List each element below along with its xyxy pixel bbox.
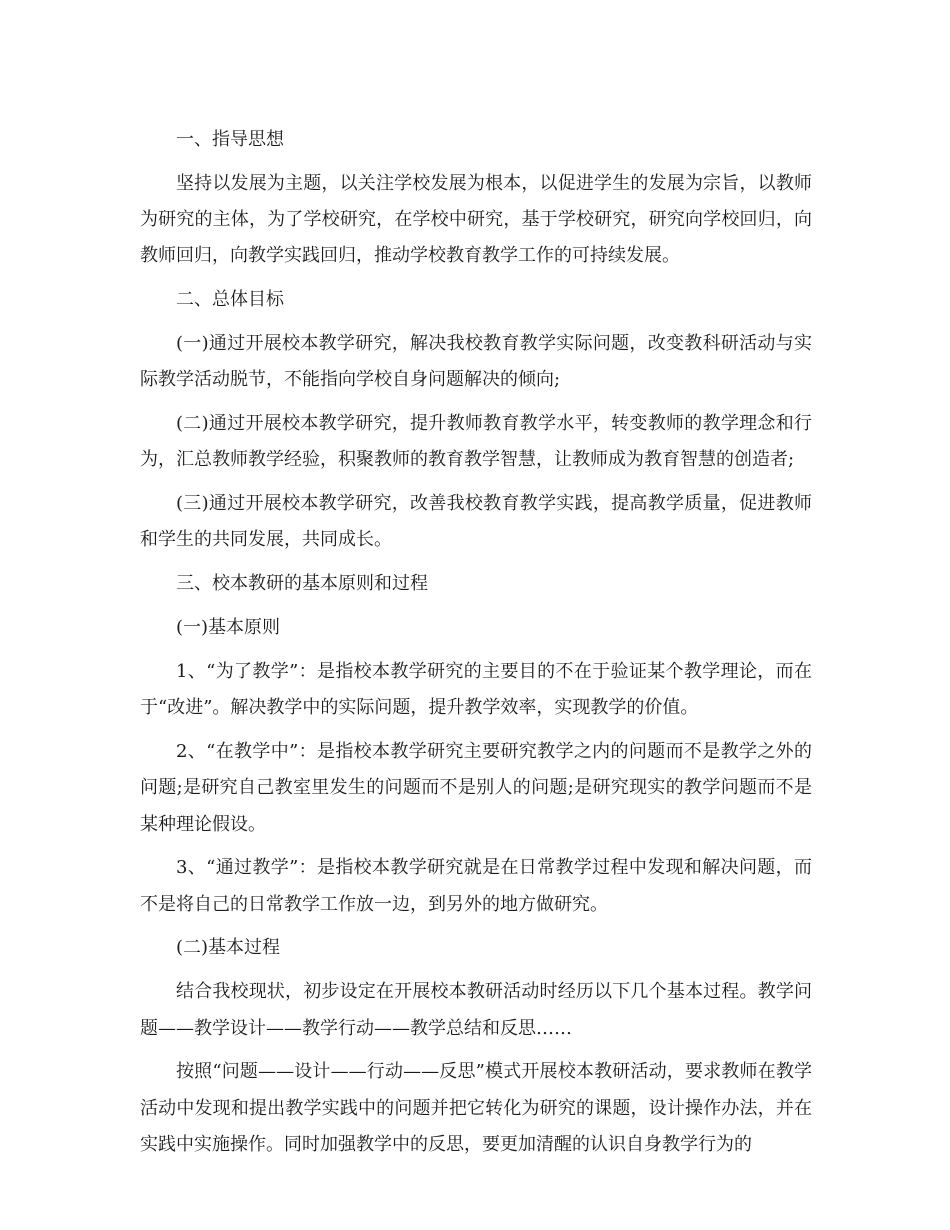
paragraph-guiding-ideology: 坚持以发展为主题，以关注学校发展为根本，以促进学生的发展为宗旨，以教师为研究的主体，为了学校研究，在学校中研究，基于学校研究，研究向学校回归，向教师回归，向教学实践回归，推动学校教育教学工作的可持续发展。: [140, 172, 812, 267]
process-paragraph-1: 结合我校现状，初步设定在开展校本教研活动时经历以下几个基本过程。教学问题——教学设计——教学行动——教学总结和反思……: [140, 981, 812, 1039]
section-heading-overall-goals: 二、总体目标: [176, 289, 284, 311]
document-page: [140, 122, 812, 1171]
section-heading-guiding-ideology: 一、指导思想: [176, 129, 284, 150]
subheading-basic-principles: (一)基本原则: [176, 617, 281, 639]
subheading-basic-process: (二)基本过程: [176, 937, 281, 959]
section-heading-principles-process: 三、校本教研的基本原则和过程: [176, 573, 428, 595]
principle-item-1: 1、“为了教学”：是指校本教学研究的主要目的不在于验证某个教学理论，而在于“改进”。解决教学中的实际问题，提升教学效率，实现教学的价值。: [140, 660, 812, 719]
principle-item-3: 3、“通过教学”：是指校本教学研究就是在日常教学过程中发现和解决问题，而不是将自己的日常教学工作放一边，到另外的地方做研究。: [140, 857, 812, 915]
goal-item-3: (三)通过开展校本教学研究，改善我校教育教学实践，提高教学质量，促进教师和学生的共同发展，共同成长。: [140, 493, 812, 551]
principle-item-2: 2、“在教学中”：是指校本教学研究主要研究教学之内的问题而不是教学之外的问题;是研究自己教室里发生的问题而不是别人的问题;是研究现实的教学问题而不是某种理论假设。: [140, 740, 812, 835]
process-paragraph-2: 按照“问题——设计——行动——反思”模式开展校本教研活动，要求教师在教学活动中发现和提出教学实践中的问题并把它转化为研究的课题，设计操作办法，并在实践中实施操作。同时加强教学中的反思，要更加清醒的认识自身教学行为的: [140, 1061, 812, 1155]
goal-item-1: (一)通过开展校本教学研究，解决我校教育教学实际问题，改变教科研活动与实际教学活动脱节，不能指向学校自身问题解决的倾向;: [140, 332, 812, 391]
goal-item-2: (二)通过开展校本教学研究，提升教师教育教学水平，转变教师的教学理念和行为，汇总教师教学经验，积聚教师的教育教学智慧，让教师成为教育智慧的创造者;: [140, 413, 812, 471]
